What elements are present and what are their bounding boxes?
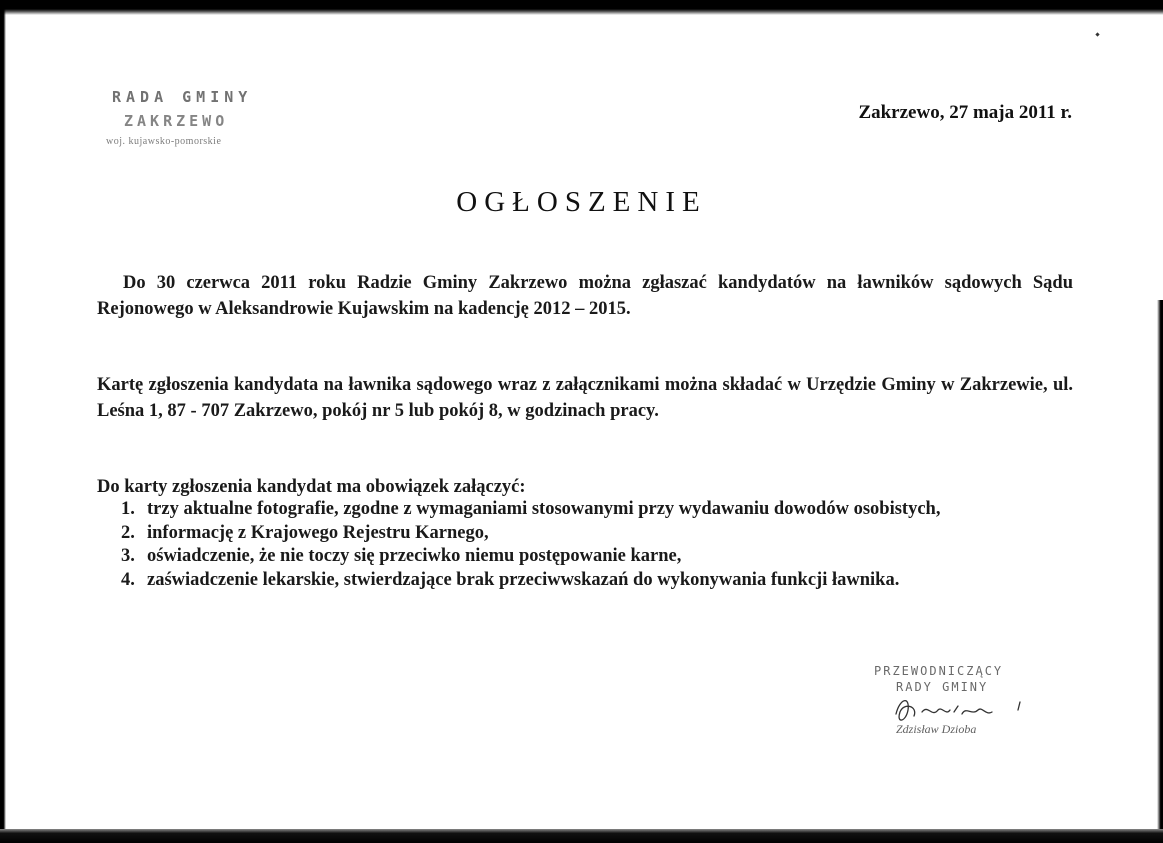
stamp-line-1: RADA GMINY [112,88,253,106]
scan-border-bottom [0,829,1163,843]
scan-border-right [1157,300,1163,843]
list-item-number: 4. [121,569,135,590]
list-item-text: trzy aktualne fotografie, zgodne z wymaganiami stosowanymi przy wydawaniu dowodów osobistych, [147,499,941,519]
scan-speck [1095,32,1099,36]
paragraph-deadline: Do 30 czerwca 2011 roku Radzie Gminy Zakrzewo można zgłaszać kandydatów na ławników sądowych Sądu Rejonowego w Aleksandrowie Kujawskim na kadencję 2012 – 2015. [97,273,1073,319]
signature-stamp-title: PRZEWODNICZĄCY [874,664,1004,678]
document-title: OGŁOSZENIE [456,186,707,218]
list-item [97,545,1073,569]
chairman-signature-stamp [868,664,1038,744]
stamp-line-3: woj. kujawsko-pomorskie [106,136,222,147]
list-item [97,498,1073,522]
list-item [97,569,1073,593]
council-stamp [104,88,282,152]
document-date: Zakrzewo, 27 maja 2011 r. [858,102,1072,123]
attachments-list [97,498,1073,592]
list-item-text: informację z Krajowego Rejestru Karnego, [147,522,489,543]
signatory-name: Zdzisław Dzioba [896,722,977,736]
list-item-text: zaświadczenie lekarskie, stwierdzające brak przeciwwskazań do wykonywania funkcji ławnika. [147,569,900,590]
paragraph-submission: Kartę zgłoszenia kandydata na ławnika sądowego wraz z załącznikami można składać w Urzędzie Gminy w Zakrzewie, ul. Leśna 1, 87 - 707 Zakrzewo, pokój nr 5 lub pokój 8, w godzinach pracy. [97,375,1073,421]
scan-border-top [0,0,1163,9]
list-item-number: 2. [121,522,135,543]
list-item-text: oświadczenie, że nie toczy się przeciwko niemu postępowanie karne, [147,546,682,566]
list-item-number: 3. [121,546,135,566]
scan-border-left [0,0,6,843]
signature-stamp-body: RADY GMINY [896,680,989,694]
paragraph-attachments-intro: Do karty zgłoszenia kandydat ma obowiązek załączyć: [97,477,526,497]
list-item-number: 1. [121,499,135,519]
list-item [97,522,1073,546]
stamp-line-2: ZAKRZEWO [124,112,229,130]
